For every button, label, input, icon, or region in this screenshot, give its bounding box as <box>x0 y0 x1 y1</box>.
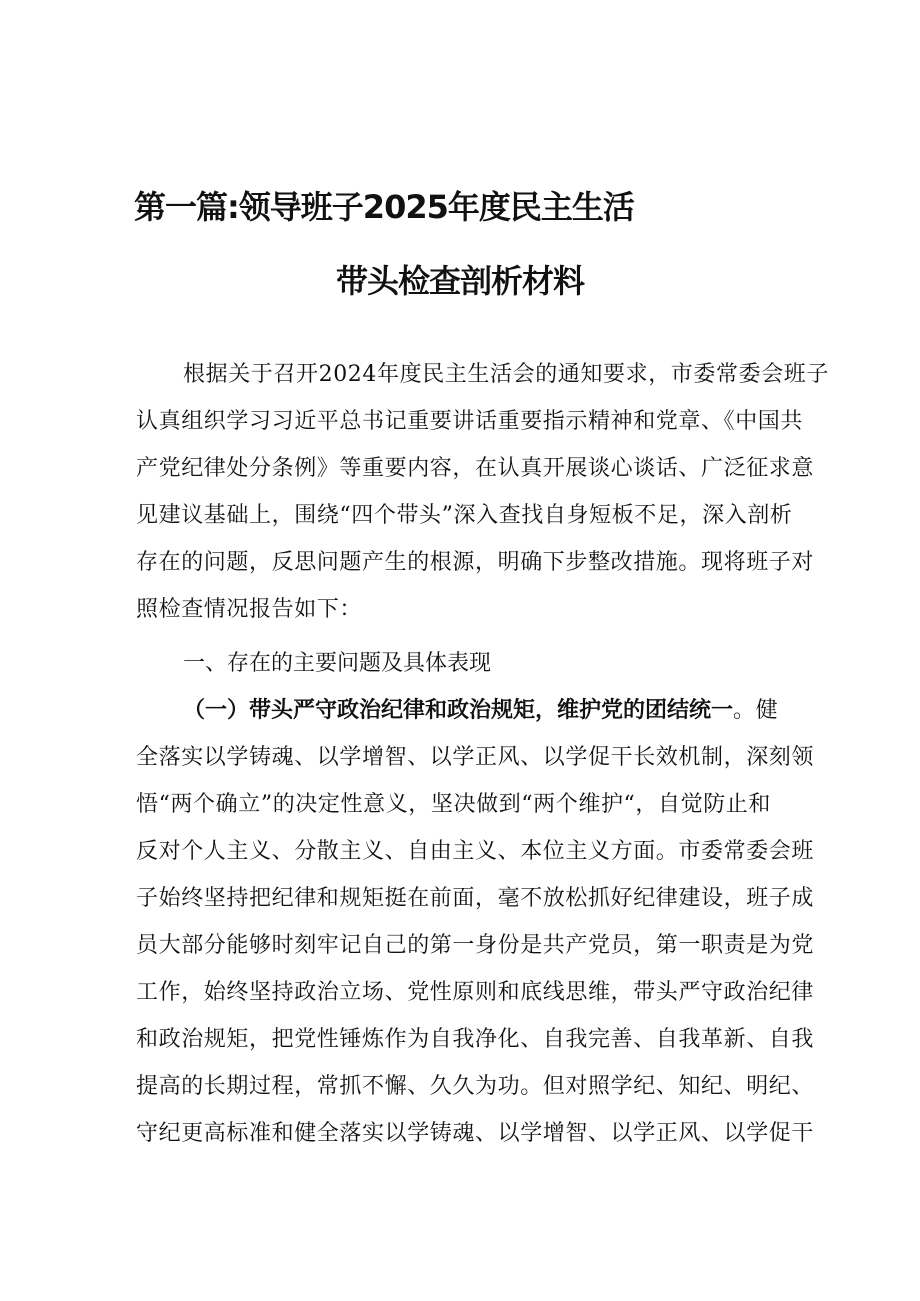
intro-line-3: 产党纪律处分条例》等重要内容，在认真开展谈心谈话、广泛征求意 <box>136 456 815 481</box>
subsection-lead-tail: 。健 <box>733 698 779 723</box>
intro-line-4: 见建议基础上，围绕“四个带头”深入查找自身短板不足，深入剖析 <box>136 503 793 528</box>
intro-line-1: 根据关于召开2024年度民主生活会的通知要求，市委常委会班子 <box>183 362 829 387</box>
intro-line-5: 存在的问题，反思问题产生的根源，明确下步整改措施。现将班子对 <box>136 550 815 575</box>
body-line-2: 悟“两个确立”的决定性意义，坚决做到“两个维护“，自觉防止和 <box>136 792 771 817</box>
body-line-3: 反对个人主义、分散主义、自由主义、本位主义方面。市委常委会班 <box>136 839 815 864</box>
document-title-line-2: 带头检查剖析材料 <box>336 262 585 300</box>
subsection-heading: （一）带头严守政治纪律和政治规矩，维护党的团结统一 <box>183 698 734 723</box>
body-line-9: 守纪更高标准和健全落实以学铸魂、以学增智、以学正风、以学促干 <box>136 1121 815 1146</box>
document-title-line-1: 第一篇:领导班子2025年度民主生活 <box>134 188 634 226</box>
body-line-7: 和政治规矩，把党性锤炼作为自我净化、自我完善、自我革新、自我 <box>136 1027 815 1052</box>
subsection-lead-line <box>183 693 778 724</box>
body-line-4: 子始终坚持把纪律和规矩挺在前面，毫不放松抓好纪律建设，班子成 <box>136 886 815 911</box>
body-line-6: 工作，始终坚持政治立场、党性原则和底线思维，带头严守政治纪律 <box>136 980 815 1005</box>
intro-line-6: 照检查情况报告如下： <box>136 597 363 622</box>
body-line-1: 全落实以学铸魂、以学增智、以学正风、以学促干长效机制，深刻领 <box>136 745 815 770</box>
body-line-8: 提高的长期过程，常抓不懈、久久为功。但对照学纪、知纪、明纪、 <box>136 1074 815 1099</box>
section-heading: 一、存在的主要问题及具体表现 <box>183 651 492 676</box>
body-line-5: 员大部分能够时刻牢记自己的第一身份是共产党员，第一职责是为党 <box>136 933 815 958</box>
intro-line-2: 认真组织学习习近平总书记重要讲话重要指示精神和党章、《中国共 <box>136 409 804 434</box>
